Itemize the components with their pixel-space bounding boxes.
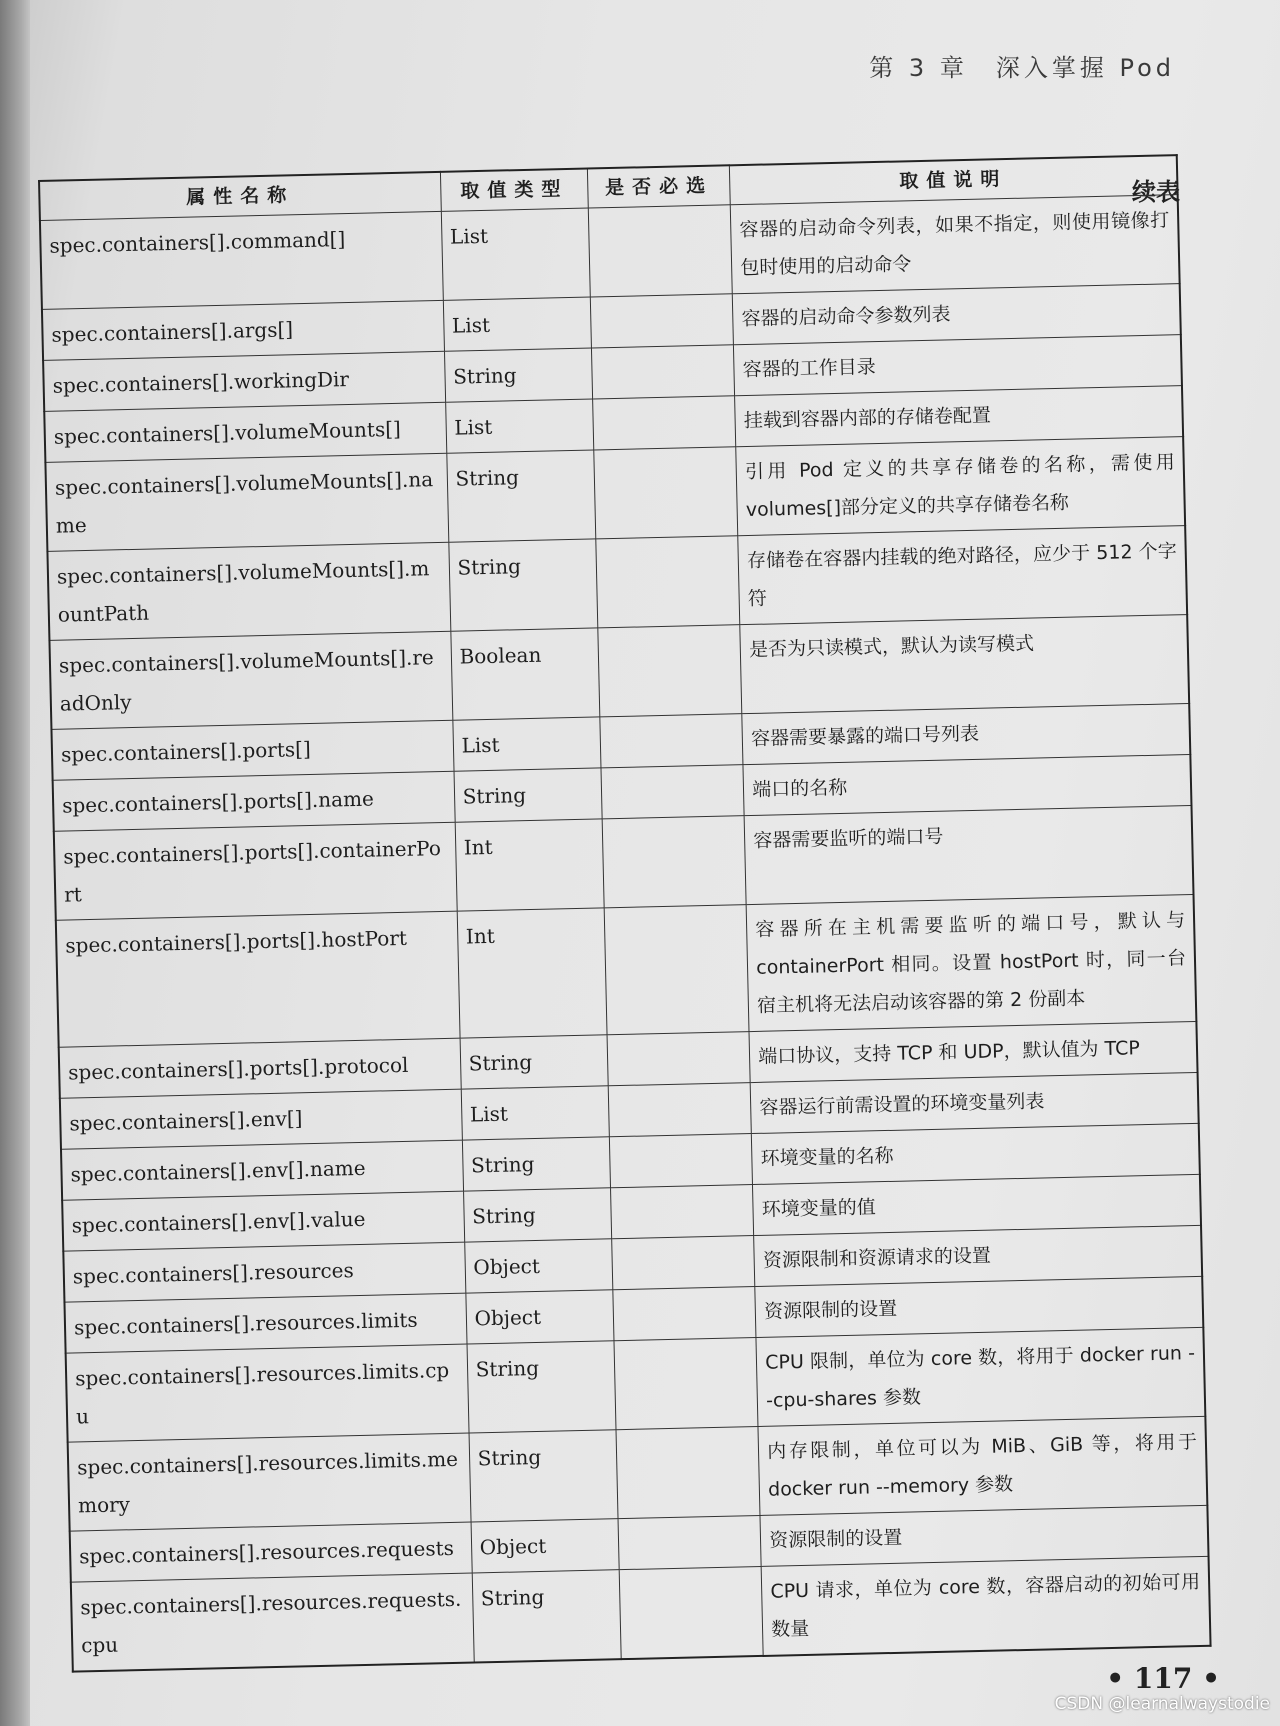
cell-required [600, 714, 743, 768]
cell-description: 挂载到容器内部的存储卷配置 [735, 386, 1183, 447]
cell-description: 端口协议，支持 TCP 和 UDP，默认值为 TCP [749, 1021, 1197, 1082]
cell-required [611, 1185, 754, 1239]
cell-required [612, 1236, 755, 1290]
cell-value-type: String [472, 1570, 622, 1663]
watermark: CSDN @learnalwaystodie [1054, 1694, 1270, 1714]
cell-description: 引用 Pod 定义的共享存储卷的名称，需使用 volumes[]部分定义的共享存储卷名称 [736, 437, 1185, 536]
cell-required [608, 1032, 751, 1086]
cell-required [613, 1287, 756, 1341]
cell-required [598, 625, 742, 717]
cell-description: 容器需要监听的端口号 [744, 805, 1193, 904]
cell-required [593, 396, 736, 450]
cell-description: 容器的启动命令列表，如果不指定，则使用镜像打包时使用的启动命令 [730, 195, 1179, 294]
cell-required [620, 1566, 764, 1659]
cell-value-type: Object [471, 1519, 620, 1573]
cell-value-type: String [460, 1035, 609, 1089]
cell-property-name: spec.containers[].volumeMounts[].mountPath [47, 542, 450, 640]
cell-required [594, 447, 738, 539]
property-table [38, 154, 1212, 1672]
column-header-description: 取值说明 [730, 155, 1178, 205]
cell-property-name: spec.containers[].env[].name [61, 1140, 463, 1200]
cell-description: 容器所在主机需要监听的端口号，默认与 containerPort 相同。设置 hostPort 时，同一台宿主机将无法启动该容器的第 2 份副本 [746, 894, 1196, 1031]
cell-property-name: spec.containers[].volumeMounts[].name [45, 453, 448, 551]
cell-value-type: List [461, 1086, 610, 1140]
cell-property-name: spec.containers[].volumeMounts[].readOnly [49, 631, 452, 729]
cell-property-name: spec.containers[].ports[].containerPort [54, 822, 457, 920]
cell-value-type: List [445, 399, 594, 453]
cell-required [603, 816, 747, 908]
cell-description: 容器的工作目录 [734, 335, 1182, 396]
table-body [40, 195, 1211, 1672]
cell-value-type: Object [465, 1290, 614, 1344]
cell-description: 容器的启动命令参数列表 [732, 284, 1180, 345]
cell-required [591, 294, 734, 348]
cell-value-type: String [469, 1430, 619, 1522]
running-head: 第 3 章 深入掌握 Pod [869, 54, 1175, 82]
cell-required [614, 1338, 758, 1430]
cell-value-type: Object [464, 1239, 613, 1293]
cell-value-type: String [467, 1341, 617, 1433]
cell-required [596, 536, 740, 628]
cell-property-name: spec.containers[].ports[].name [53, 771, 455, 831]
cell-description: 容器需要暴露的端口号列表 [742, 704, 1190, 765]
cell-required [605, 905, 750, 1035]
cell-value-type: Int [455, 819, 605, 911]
cell-property-name: spec.containers[].env[] [60, 1089, 462, 1149]
book-spine-shadow [0, 0, 30, 1726]
table-container [38, 154, 1212, 1672]
cell-description: 资源限制的设置 [760, 1505, 1208, 1566]
cell-value-type: Int [457, 908, 608, 1038]
cell-property-name: spec.containers[].resources.requests.cpu [71, 1573, 474, 1672]
cell-property-name: spec.containers[].ports[].protocol [59, 1038, 461, 1098]
page-number: • 117 • [1106, 1662, 1220, 1695]
cell-value-type: List [452, 717, 601, 771]
cell-description: 存储卷在容器内挂载的绝对路径，应少于 512 个字符 [738, 526, 1187, 625]
cell-value-type: Boolean [450, 628, 600, 720]
cell-description: CPU 限制，单位为 core 数，将用于 docker run --cpu-shares 参数 [756, 1327, 1205, 1426]
cell-description: 资源限制的设置 [755, 1276, 1203, 1337]
cell-property-name: spec.containers[].volumeMounts[] [44, 402, 446, 462]
cell-value-type: List [441, 208, 591, 300]
cell-property-name: spec.containers[].ports[].hostPort [56, 911, 460, 1047]
cell-value-type: String [444, 348, 593, 402]
cell-property-name: spec.containers[].resources.limits [64, 1293, 466, 1353]
cell-description: 资源限制和资源请求的设置 [754, 1225, 1202, 1286]
cell-required [601, 765, 744, 819]
cell-required [592, 345, 735, 399]
cell-property-name: spec.containers[].resources [63, 1242, 465, 1302]
cell-value-type: String [454, 768, 603, 822]
cell-property-name: spec.containers[].resources.requests [70, 1522, 472, 1582]
cell-property-name: spec.containers[].args[] [42, 300, 444, 360]
cell-property-name: spec.containers[].workingDir [43, 351, 445, 411]
cell-value-type: String [462, 1137, 611, 1191]
column-header-type: 取值类型 [440, 169, 589, 212]
cell-value-type: String [448, 539, 598, 631]
cell-property-name: spec.containers[].ports[] [51, 720, 453, 780]
cell-value-type: String [446, 450, 596, 542]
cell-property-name: spec.containers[].resources.limits.cpu [66, 1344, 469, 1442]
cell-description: 环境变量的名称 [752, 1123, 1200, 1184]
cell-property-name: spec.containers[].env[].value [62, 1191, 464, 1251]
continued-label: 续表 [1132, 178, 1180, 206]
cell-description: 端口的名称 [743, 755, 1191, 816]
cell-description: 是否为只读模式，默认为读写模式 [740, 615, 1189, 714]
cell-property-name: spec.containers[].command[] [40, 211, 443, 309]
cell-value-type: String [463, 1188, 612, 1242]
cell-property-name: spec.containers[].resources.limits.memory [68, 1433, 471, 1531]
cell-required [609, 1083, 752, 1137]
cell-description: 内存限制，单位可以为 MiB、GiB 等，将用于 docker run --memory 参数 [758, 1416, 1207, 1515]
column-header-required: 是否必选 [588, 165, 731, 208]
cell-description: CPU 请求，单位为 core 数，容器启动的初始可用数量 [761, 1556, 1210, 1656]
cell-value-type: List [443, 297, 592, 351]
cell-description: 环境变量的值 [753, 1174, 1201, 1235]
cell-description: 容器运行前需设置的环境变量列表 [750, 1072, 1198, 1133]
column-header-name: 属性名称 [39, 172, 441, 221]
cell-required [616, 1426, 760, 1518]
cell-required [619, 1515, 762, 1569]
cell-required [589, 205, 733, 297]
cell-required [610, 1134, 753, 1188]
